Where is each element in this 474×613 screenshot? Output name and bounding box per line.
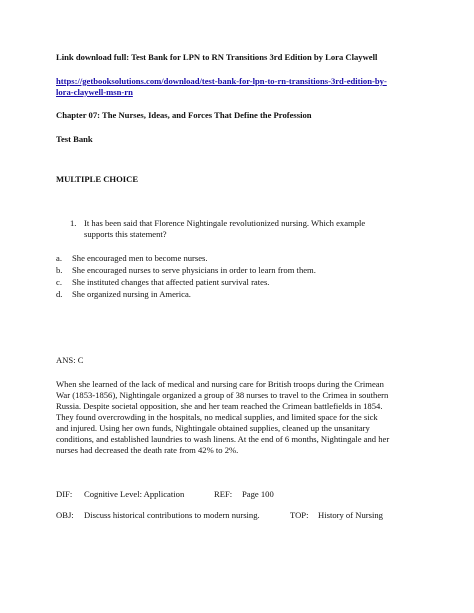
question-stem-line-2: supports this statement? bbox=[84, 229, 167, 239]
option-letter: c. bbox=[56, 277, 62, 287]
obj-value: Discuss historical contributions to modern nursing. bbox=[84, 510, 260, 520]
download-url-line-1[interactable]: https://getbooksolutions.com/download/test-bank-for-lpn-to-rn-transitions-3rd-edition-by- bbox=[56, 76, 387, 86]
question-stem-line-1: It has been said that Florence Nightingale revolutionized nursing. Which example bbox=[84, 218, 366, 228]
rationale-line: and injured. Using her own funds, Nightingale obtained supplies, cleaned up the unsanitary bbox=[56, 423, 370, 433]
answer-option-b bbox=[56, 265, 316, 276]
download-url-line-2[interactable]: lora-claywell-msn-rn bbox=[56, 87, 133, 97]
ref-label: REF: bbox=[214, 489, 233, 499]
top-value: History of Nursing bbox=[318, 510, 383, 520]
rationale-line: Russia. Despite societal opposition, she and her team reached the Crimean battlefields in 1854. bbox=[56, 401, 383, 411]
option-letter: a. bbox=[56, 253, 62, 263]
top-label: TOP: bbox=[290, 510, 309, 520]
answer-option-a bbox=[56, 253, 208, 264]
answer-option-c bbox=[56, 277, 269, 288]
option-text: She encouraged men to become nurses. bbox=[72, 253, 208, 263]
section-heading: MULTIPLE CHOICE bbox=[56, 174, 139, 184]
chapter-title: Chapter 07: The Nurses, Ideas, and Forces That Define the Profession bbox=[56, 110, 312, 120]
rationale-line: nurses had decreased the death rate from 42% to 2%. bbox=[56, 445, 239, 455]
obj-label: OBJ: bbox=[56, 510, 74, 520]
rationale-line: War (1853-1856), Nightingale organized a group of 38 nurses to travel to the Crimea in southern bbox=[56, 390, 389, 400]
option-text: She encouraged nurses to serve physicians in order to learn from them. bbox=[72, 265, 316, 275]
rationale-line: conditions, and established laundries to wash linens. At the end of 6 months, Nightingale and her bbox=[56, 434, 390, 444]
option-text: She organized nursing in America. bbox=[72, 289, 191, 299]
rationale-paragraph bbox=[56, 379, 428, 456]
question-number: 1. bbox=[70, 218, 77, 228]
rationale-line: They found overcrowding in the hospitals, no medical supplies, and limited space for the sick bbox=[56, 412, 378, 422]
option-letter: b. bbox=[56, 265, 63, 275]
download-link-line: Link download full: Test Bank for LPN to RN Transitions 3rd Edition by Lora Claywell bbox=[56, 52, 378, 62]
rationale-line: When she learned of the lack of medical and nursing care for British troops during the Crimean bbox=[56, 379, 384, 389]
answer-option-d bbox=[56, 289, 191, 300]
ref-value: Page 100 bbox=[242, 489, 274, 499]
test-bank-subtitle: Test Bank bbox=[56, 134, 93, 144]
option-text: She instituted changes that affected patient survival rates. bbox=[72, 277, 270, 287]
dif-value: Cognitive Level: Application bbox=[84, 489, 185, 499]
answer-key: ANS: C bbox=[56, 355, 84, 365]
dif-label: DIF: bbox=[56, 489, 73, 499]
option-letter: d. bbox=[56, 289, 63, 299]
